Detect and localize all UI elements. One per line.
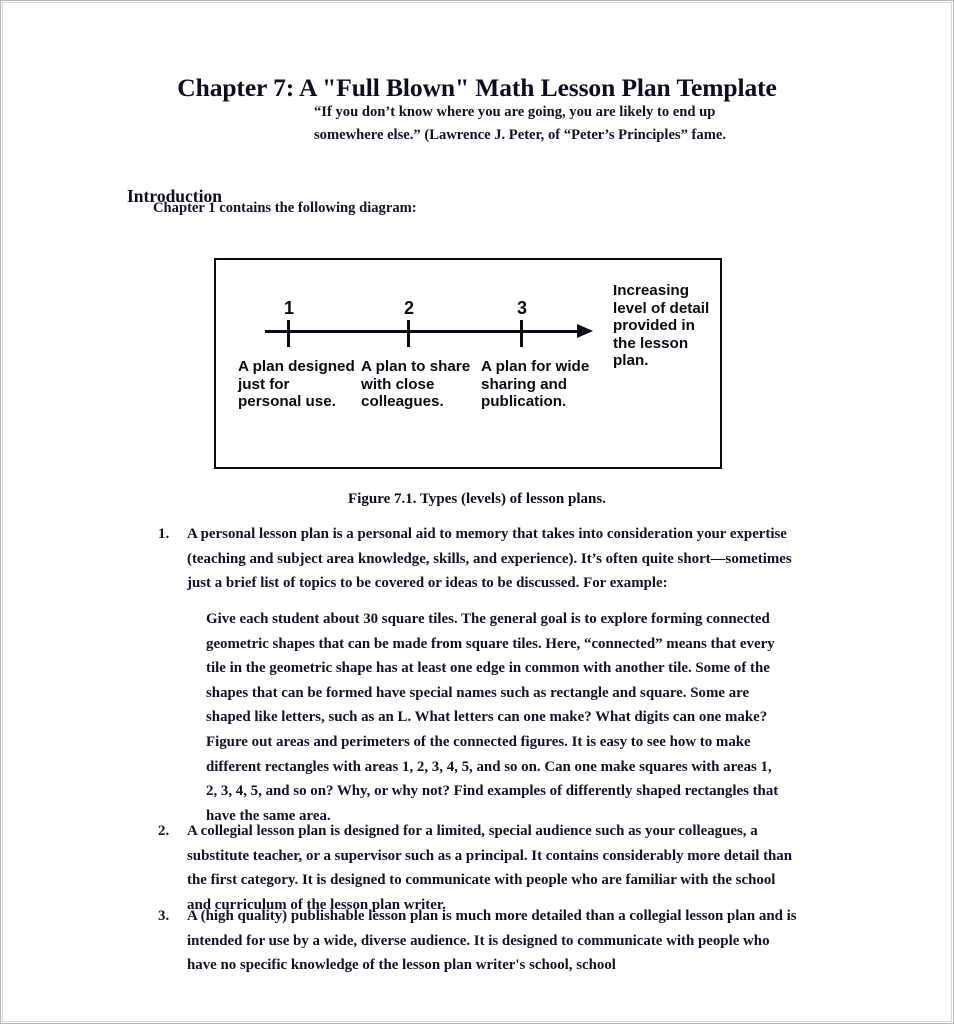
figure-caption: Figure 7.1. Types (levels) of lesson plans. [348,491,606,507]
list-item-text: A collegial lesson plan is designed for a limited, special audience such as your colleagues, a substitute teacher, or a supervisor such as a principal. It contains considerably more detail than the first category. It is designed to communicate with people who are familiar with the school and curriculum of the lesson plan writer. [187,823,793,913]
example-block-quote: Give each student about 30 square tiles. The general goal is to explore forming connected geometric shapes that can be made from square tiles. Here, “connected” means that every tile in the geometric shape has at least one edge in common with another tile. Some of the shapes that can be formed have special names such as rectangle and square. Some are shaped like letters, such as an L. What letters can one make? What digits can one make? Figure out areas and perimeters of the connected figures. It is easy to see how to make different rectangles with areas 1, 2, 3, 4, 5, and so on. Can one make squares with areas 1, 2, 3, 4, 5, and so on? Why, or why not? Find examples of differently shaped rectangles that have the same area. [206,611,779,824]
list-marker: 3. [158,908,170,924]
tick-number-1: 1 [283,298,295,318]
list-marker: 1. [158,526,170,542]
list-item-text: A personal lesson plan is a personal aid to memory that takes into consideration your expertise (teaching and subject area knowledge, skills, and experience). It’s often quite short—sometimes just a brief list of topics to be covered or ideas to be discussed. For example: [187,526,792,592]
intro-lead-line: Chapter 1 contains the following diagram: [153,200,417,216]
list-marker: 2. [158,823,170,839]
axis-line [265,330,583,333]
tick-label-1: A plan designed just for personal use. [238,358,355,410]
tick-mark-3 [520,320,523,347]
list-item [158,819,798,917]
list-item [158,522,798,596]
epigraph-quote: “If you don’t know where you are going, you are likely to end up somewhere else.” (Lawrence J. Peter, of “Peter’s Principles” fame. [314,104,726,143]
tick-label-3: A plan for wide sharing and publication. [481,358,590,410]
axis-arrow-icon [577,324,593,338]
tick-label-2: A plan to share with close colleagues. [361,358,471,410]
section-heading-introduction: Introduction [127,185,222,206]
list-item-text: A (high quality) publishable lesson plan is much more detailed than a collegial lesson plan and is intended for use by a wide, diverse audience. It is designed to communicate with people who have no specific knowledge of the lesson plan writer's school, school [187,908,797,974]
tick-number-3: 3 [516,298,528,318]
tick-number-2: 2 [403,298,415,318]
figure-7-1-box [214,258,722,469]
figure-side-note: Increasing level of detail provided in the lesson plan. [613,282,710,369]
page-title: Chapter 7: A "Full Blown" Math Lesson Plan Template [177,73,777,103]
list-item [158,904,798,978]
tick-mark-2 [407,320,410,347]
tick-mark-1 [287,320,290,347]
